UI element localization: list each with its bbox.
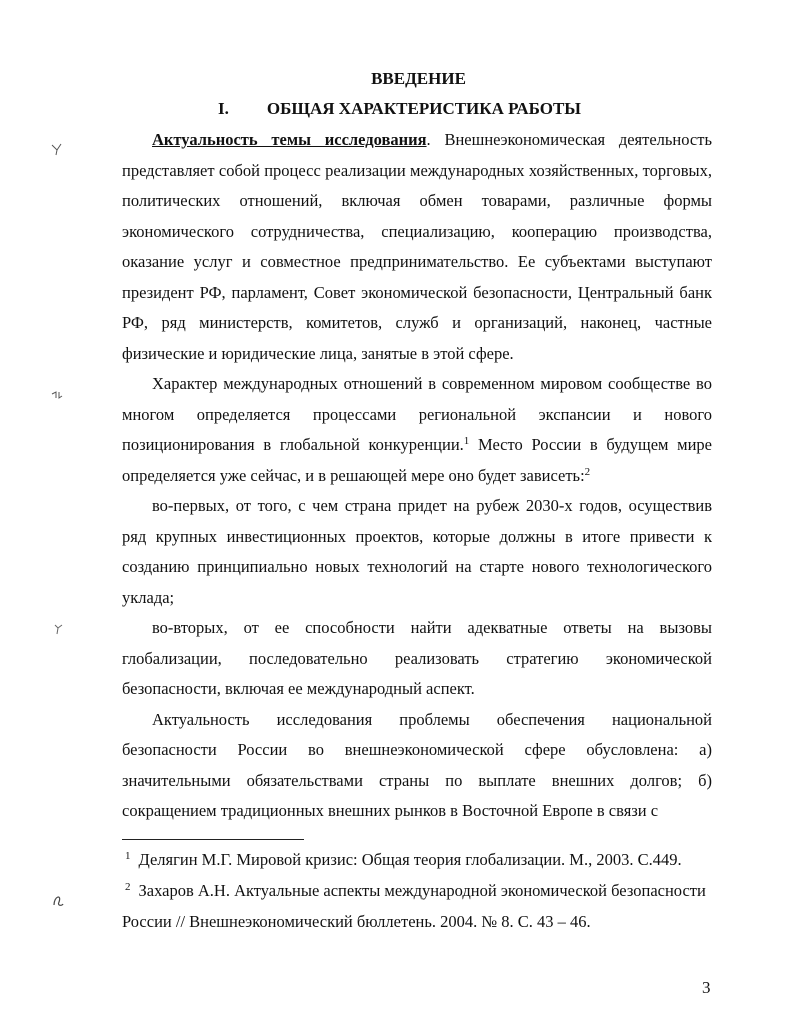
chapter-title: ВВЕДЕНИЕ [371,69,466,88]
footnote-ref-1[interactable]: 1 [463,435,470,447]
paragraph-1 [122,125,712,369]
footnote-2-text: Захаров А.Н. Актуальные аспекты международной экономической безопасности России // Внешнеэкономический бюллетень. 2004. № 8. С. 43 – 46. [122,881,706,931]
scan-artifact-mark [50,890,66,908]
paragraph-5: Актуальность исследования проблемы обеспечения национальной безопасности России во внешнеэкономической сфере обусловлена: а) значительными обязательствами страны по выплате внешних долгов; б) сокращением традиционных внешних рынков в Восточной Европе в связи с [122,709,712,820]
page-number: 3 [702,978,711,997]
scan-artifact-mark [50,142,64,156]
paragraph-2-text-a: Характер международных отношений в современном мировом сообществе во многом определяется процессами региональной экспансии и нового позиционирования в глобальной конкуренции. [122,374,712,454]
scan-artifact-mark [52,622,66,636]
paragraph-2 [122,369,712,491]
paragraph-3: во-первых, от того, с чем страна придет на рубеж 2030-х годов, осуществив ряд крупных инвестиционных проектов, которые должны в итоге привести к созданию принципиально новых технологий на старте нового технологического уклада; [122,496,712,607]
footnote-1-mark: 1 [125,850,131,862]
section-title-text: ОБЩАЯ ХАРАКТЕРИСТИКА РАБОТЫ [266,99,582,118]
body-text [122,125,712,827]
section-number: I. [217,99,229,118]
footnote-1-text: Делягин М.Г. Мировой кризис: Общая теория глобализации. М., 2003. С.449. [138,850,682,869]
footnote-1 [122,845,712,876]
paragraph-4: во-вторых, от ее способности найти адекватные ответы на вызовы глобализации, последовательно реализовать стратегию экономической безопасности, включая ее международный аспект. [122,618,712,698]
footnote-ref-2[interactable]: 2 [584,465,591,478]
section-title [0,99,799,119]
footnote-2-mark: 2 [125,881,131,893]
footnote-divider [122,839,304,840]
relevance-lead: Актуальность темы исследования [152,130,427,149]
paragraph-2-text-b: Место России в будущем мире определяется уже сейчас, и в решающей мере оно будет зависеть: [122,435,712,485]
scan-artifact-mark [50,388,64,402]
footnote-2 [122,876,712,937]
paragraph-1-text: . Внешнеэкономическая деятельность представляет собой процесс реализации международных хозяйственных, торговых, политических отношений, включая обмен товарами, различные формы экономического сотрудничества, специализацию, кооперацию производства, оказание услуг и совместное предпринимательство. Ее субъектами выступают президент РФ, парламент, Совет экономической безопасности, Центральный банк РФ, ряд министерств, комитетов, служб и организаций, наконец, частные физические и юридические лица, занятые в этой сфере. [122,130,712,363]
